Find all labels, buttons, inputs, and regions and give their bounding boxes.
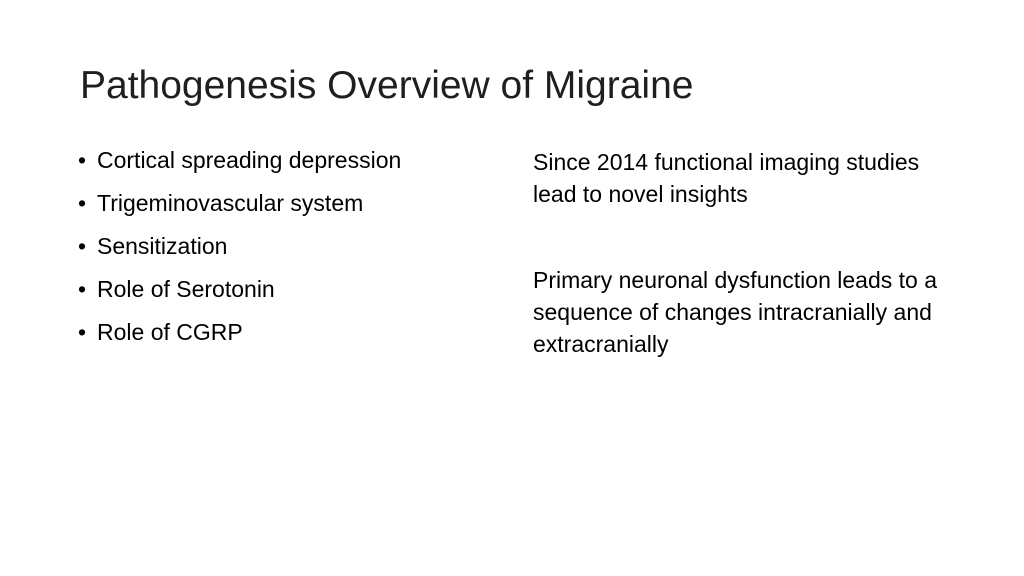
right-column — [533, 146, 953, 360]
bullet-item: • Role of Serotonin — [78, 275, 498, 303]
bullet-item: • Role of CGRP — [78, 318, 498, 346]
bullet-item: • Trigeminovascular system — [78, 189, 498, 217]
bullet-list — [78, 146, 498, 361]
slide-title: Pathogenesis Overview of Migraine — [80, 64, 694, 107]
bullet-item: • Sensitization — [78, 232, 498, 260]
paragraph-imaging: Since 2014 functional imaging studies lead to novel insights — [533, 149, 920, 207]
bullet-item: • Cortical spreading depression — [78, 146, 498, 174]
paragraph-neuronal-dysfunction: Primary neuronal dysfunction leads to a sequence of changes intracranially and extracranially — [533, 267, 937, 357]
